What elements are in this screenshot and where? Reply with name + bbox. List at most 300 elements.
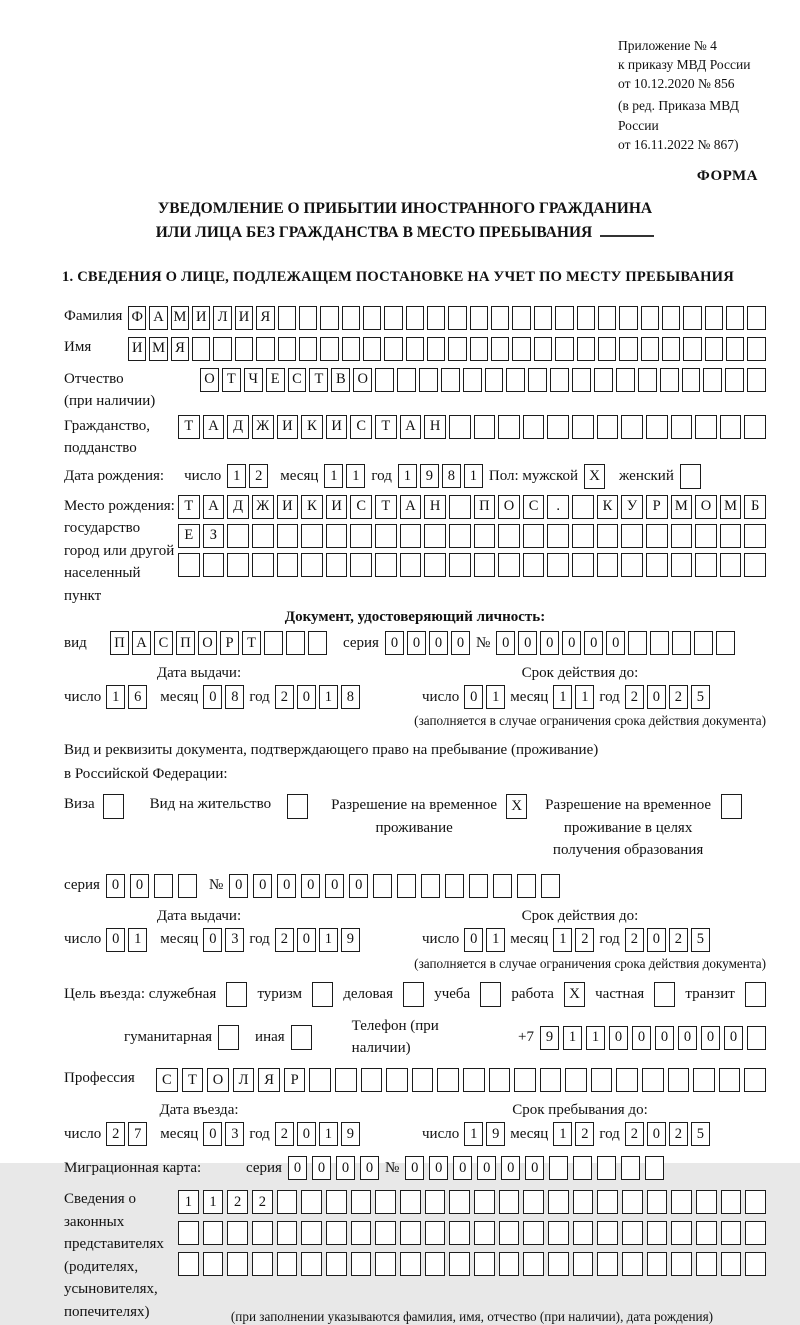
char-cell[interactable]: М (149, 337, 167, 361)
char-cell[interactable]: 0 (288, 1156, 307, 1180)
char-cell[interactable] (645, 1156, 664, 1180)
char-cell[interactable] (646, 553, 668, 577)
char-cell[interactable]: 0 (632, 1026, 651, 1050)
char-cell[interactable]: 2 (275, 685, 294, 709)
char-cell[interactable]: 1 (319, 685, 338, 709)
char-cell[interactable] (506, 368, 525, 392)
char-cell[interactable] (672, 631, 691, 655)
char-cell[interactable] (227, 1252, 248, 1276)
char-cell[interactable]: 1 (346, 464, 365, 488)
char-cell[interactable] (512, 337, 530, 361)
char-cell[interactable]: 0 (647, 685, 666, 709)
char-cell[interactable] (641, 337, 659, 361)
char-cell[interactable] (660, 368, 679, 392)
char-cell[interactable] (745, 1190, 766, 1214)
char-cell[interactable] (424, 553, 446, 577)
char-cell[interactable] (523, 1252, 544, 1276)
char-cell[interactable] (178, 874, 197, 898)
char-cell[interactable] (342, 337, 360, 361)
char-cell[interactable]: П (176, 631, 195, 655)
char-cell[interactable]: С (156, 1068, 178, 1092)
char-cell[interactable]: 0 (407, 631, 426, 655)
char-cell[interactable] (469, 874, 488, 898)
char-cell[interactable] (301, 553, 323, 577)
char-cell[interactable] (650, 631, 669, 655)
char-cell[interactable] (671, 1221, 692, 1245)
char-cell[interactable] (744, 1068, 766, 1092)
char-cell[interactable] (703, 368, 722, 392)
char-cell[interactable]: 2 (275, 1122, 294, 1146)
char-cell[interactable]: А (400, 495, 422, 519)
char-cell[interactable] (619, 337, 637, 361)
char-cell[interactable]: 0 (385, 631, 404, 655)
char-cell[interactable]: 3 (225, 1122, 244, 1146)
char-cell[interactable]: И (128, 337, 146, 361)
char-cell[interactable] (489, 1068, 511, 1092)
char-cell[interactable]: 0 (724, 1026, 743, 1050)
char-cell[interactable] (572, 415, 594, 439)
char-cell[interactable]: 1 (203, 1190, 224, 1214)
char-cell[interactable] (744, 415, 766, 439)
char-cell[interactable]: 2 (625, 1122, 644, 1146)
char-cell[interactable] (449, 1190, 470, 1214)
char-cell[interactable]: 1 (319, 1122, 338, 1146)
sex-female-checkbox[interactable] (680, 464, 701, 489)
char-cell[interactable]: 5 (691, 1122, 710, 1146)
char-cell[interactable] (646, 415, 668, 439)
char-cell[interactable]: 0 (609, 1026, 628, 1050)
char-cell[interactable]: З (203, 524, 225, 548)
char-cell[interactable]: 0 (647, 1122, 666, 1146)
char-cell[interactable]: Л (233, 1068, 255, 1092)
char-cell[interactable] (192, 337, 210, 361)
char-cell[interactable]: О (200, 368, 219, 392)
char-cell[interactable] (647, 1252, 668, 1276)
char-cell[interactable] (203, 1252, 224, 1276)
char-cell[interactable]: 0 (647, 928, 666, 952)
char-cell[interactable] (572, 368, 591, 392)
char-cell[interactable]: О (207, 1068, 229, 1092)
char-cell[interactable] (591, 1068, 613, 1092)
char-cell[interactable] (548, 1252, 569, 1276)
char-cell[interactable]: М (671, 495, 693, 519)
char-cell[interactable]: П (110, 631, 129, 655)
char-cell[interactable]: 2 (625, 685, 644, 709)
char-cell[interactable]: 0 (540, 631, 559, 655)
char-cell[interactable] (638, 368, 657, 392)
char-cell[interactable] (726, 306, 744, 330)
char-cell[interactable] (523, 415, 545, 439)
char-cell[interactable] (301, 524, 323, 548)
char-cell[interactable]: И (326, 415, 348, 439)
char-cell[interactable]: К (301, 495, 323, 519)
char-cell[interactable] (445, 874, 464, 898)
char-cell[interactable]: 2 (227, 1190, 248, 1214)
char-cell[interactable] (662, 306, 680, 330)
char-cell[interactable] (705, 306, 723, 330)
char-cell[interactable]: Т (222, 368, 241, 392)
char-cell[interactable]: 9 (341, 928, 360, 952)
char-cell[interactable]: Р (220, 631, 239, 655)
char-cell[interactable] (621, 524, 643, 548)
char-cell[interactable]: Т (242, 631, 261, 655)
char-cell[interactable]: Я (256, 306, 274, 330)
char-cell[interactable]: 1 (106, 685, 125, 709)
char-cell[interactable]: Б (744, 495, 766, 519)
char-cell[interactable]: 0 (464, 928, 483, 952)
char-cell[interactable]: Ж (252, 495, 274, 519)
char-cell[interactable]: 2 (625, 928, 644, 952)
char-cell[interactable] (616, 368, 635, 392)
char-cell[interactable] (572, 524, 594, 548)
char-cell[interactable]: 0 (253, 874, 272, 898)
char-cell[interactable] (548, 1221, 569, 1245)
char-cell[interactable] (683, 306, 701, 330)
char-cell[interactable] (745, 1252, 766, 1276)
char-cell[interactable] (326, 1221, 347, 1245)
char-cell[interactable] (619, 306, 637, 330)
char-cell[interactable] (647, 1190, 668, 1214)
char-cell[interactable] (534, 306, 552, 330)
char-cell[interactable] (696, 1252, 717, 1276)
char-cell[interactable]: Е (266, 368, 285, 392)
char-cell[interactable] (351, 1221, 372, 1245)
char-cell[interactable] (277, 524, 299, 548)
char-cell[interactable]: 9 (341, 1122, 360, 1146)
char-cell[interactable] (555, 337, 573, 361)
char-cell[interactable]: И (277, 495, 299, 519)
char-cell[interactable] (252, 553, 274, 577)
char-cell[interactable]: 0 (130, 874, 149, 898)
char-cell[interactable] (747, 337, 765, 361)
char-cell[interactable]: 3 (225, 928, 244, 952)
char-cell[interactable]: И (277, 415, 299, 439)
char-cell[interactable] (694, 631, 713, 655)
char-cell[interactable] (278, 337, 296, 361)
char-cell[interactable] (301, 1221, 322, 1245)
char-cell[interactable] (491, 306, 509, 330)
char-cell[interactable] (646, 524, 668, 548)
char-cell[interactable]: С (523, 495, 545, 519)
char-cell[interactable] (386, 1068, 408, 1092)
char-cell[interactable]: А (149, 306, 167, 330)
char-cell[interactable] (406, 306, 424, 330)
char-cell[interactable] (523, 553, 545, 577)
char-cell[interactable] (747, 1026, 766, 1050)
char-cell[interactable] (448, 306, 466, 330)
char-cell[interactable] (621, 1156, 640, 1180)
char-cell[interactable] (252, 524, 274, 548)
char-cell[interactable] (540, 1068, 562, 1092)
char-cell[interactable] (227, 524, 249, 548)
char-cell[interactable] (597, 524, 619, 548)
char-cell[interactable]: М (171, 306, 189, 330)
char-cell[interactable]: 0 (655, 1026, 674, 1050)
char-cell[interactable] (747, 306, 765, 330)
char-cell[interactable] (252, 1252, 273, 1276)
char-cell[interactable]: 5 (691, 685, 710, 709)
char-cell[interactable] (326, 524, 348, 548)
char-cell[interactable] (448, 337, 466, 361)
char-cell[interactable]: У (621, 495, 643, 519)
char-cell[interactable]: 8 (225, 685, 244, 709)
char-cell[interactable] (573, 1252, 594, 1276)
char-cell[interactable]: Т (178, 415, 200, 439)
char-cell[interactable]: Ф (128, 306, 146, 330)
char-cell[interactable]: 0 (297, 928, 316, 952)
char-cell[interactable] (256, 337, 274, 361)
char-cell[interactable]: 6 (128, 685, 147, 709)
char-cell[interactable]: 1 (128, 928, 147, 952)
char-cell[interactable]: 2 (669, 928, 688, 952)
char-cell[interactable] (350, 553, 372, 577)
char-cell[interactable] (449, 415, 471, 439)
purpose-study-checkbox[interactable] (480, 982, 501, 1007)
char-cell[interactable]: 0 (496, 631, 515, 655)
char-cell[interactable] (641, 306, 659, 330)
char-cell[interactable] (406, 337, 424, 361)
char-cell[interactable]: М (720, 495, 742, 519)
char-cell[interactable]: 1 (398, 464, 417, 488)
char-cell[interactable] (720, 415, 742, 439)
char-cell[interactable]: 0 (277, 874, 296, 898)
char-cell[interactable] (523, 524, 545, 548)
char-cell[interactable] (547, 553, 569, 577)
char-cell[interactable] (668, 1068, 690, 1092)
char-cell[interactable] (361, 1068, 383, 1092)
char-cell[interactable] (598, 306, 616, 330)
char-cell[interactable]: Ж (252, 415, 274, 439)
char-cell[interactable] (235, 337, 253, 361)
char-cell[interactable] (178, 1221, 199, 1245)
char-cell[interactable] (671, 553, 693, 577)
char-cell[interactable] (671, 524, 693, 548)
char-cell[interactable]: 0 (464, 685, 483, 709)
purpose-work-checkbox[interactable]: X (564, 982, 585, 1007)
char-cell[interactable] (514, 1068, 536, 1092)
char-cell[interactable] (400, 1221, 421, 1245)
char-cell[interactable] (424, 524, 446, 548)
char-cell[interactable]: 2 (575, 1122, 594, 1146)
char-cell[interactable]: 8 (442, 464, 461, 488)
char-cell[interactable] (616, 1068, 638, 1092)
char-cell[interactable] (621, 415, 643, 439)
char-cell[interactable]: И (326, 495, 348, 519)
char-cell[interactable] (721, 1252, 742, 1276)
char-cell[interactable] (178, 553, 200, 577)
char-cell[interactable]: Т (178, 495, 200, 519)
char-cell[interactable] (449, 1221, 470, 1245)
char-cell[interactable] (264, 631, 283, 655)
char-cell[interactable] (696, 1221, 717, 1245)
char-cell[interactable]: Д (227, 495, 249, 519)
char-cell[interactable]: 0 (429, 1156, 448, 1180)
char-cell[interactable]: К (301, 415, 323, 439)
char-cell[interactable] (594, 368, 613, 392)
char-cell[interactable] (373, 874, 392, 898)
char-cell[interactable] (400, 1252, 421, 1276)
char-cell[interactable] (671, 1190, 692, 1214)
char-cell[interactable] (400, 524, 422, 548)
char-cell[interactable] (350, 524, 372, 548)
char-cell[interactable]: Ч (244, 368, 263, 392)
char-cell[interactable]: А (203, 415, 225, 439)
char-cell[interactable]: И (235, 306, 253, 330)
char-cell[interactable] (534, 337, 552, 361)
char-cell[interactable]: 0 (106, 874, 125, 898)
char-cell[interactable] (425, 1221, 446, 1245)
char-cell[interactable]: 0 (325, 874, 344, 898)
purpose-other-checkbox[interactable] (291, 1025, 312, 1050)
char-cell[interactable]: 0 (297, 1122, 316, 1146)
char-cell[interactable]: 0 (606, 631, 625, 655)
sex-male-checkbox[interactable]: X (584, 464, 605, 489)
char-cell[interactable] (427, 306, 445, 330)
char-cell[interactable]: Л (213, 306, 231, 330)
char-cell[interactable] (695, 524, 717, 548)
char-cell[interactable]: 1 (227, 464, 246, 488)
char-cell[interactable]: 0 (203, 1122, 222, 1146)
char-cell[interactable] (628, 631, 647, 655)
char-cell[interactable] (425, 1190, 446, 1214)
char-cell[interactable] (463, 1068, 485, 1092)
char-cell[interactable] (498, 524, 520, 548)
char-cell[interactable] (499, 1252, 520, 1276)
char-cell[interactable] (548, 1190, 569, 1214)
char-cell[interactable] (203, 1221, 224, 1245)
char-cell[interactable] (326, 1252, 347, 1276)
char-cell[interactable] (227, 553, 249, 577)
char-cell[interactable]: 2 (252, 1190, 273, 1214)
char-cell[interactable]: 2 (249, 464, 268, 488)
char-cell[interactable]: Р (284, 1068, 306, 1092)
char-cell[interactable] (622, 1190, 643, 1214)
char-cell[interactable] (470, 337, 488, 361)
char-cell[interactable]: В (331, 368, 350, 392)
char-cell[interactable] (597, 1156, 616, 1180)
char-cell[interactable]: 1 (319, 928, 338, 952)
char-cell[interactable] (726, 337, 744, 361)
char-cell[interactable]: Я (258, 1068, 280, 1092)
char-cell[interactable] (647, 1221, 668, 1245)
char-cell[interactable] (277, 1190, 298, 1214)
char-cell[interactable] (449, 524, 471, 548)
char-cell[interactable]: 2 (106, 1122, 125, 1146)
purpose-business-checkbox[interactable] (403, 982, 424, 1007)
char-cell[interactable] (419, 368, 438, 392)
char-cell[interactable]: Т (375, 495, 397, 519)
char-cell[interactable] (375, 1252, 396, 1276)
char-cell[interactable] (421, 874, 440, 898)
char-cell[interactable] (577, 337, 595, 361)
char-cell[interactable] (622, 1252, 643, 1276)
char-cell[interactable] (278, 306, 296, 330)
char-cell[interactable]: С (350, 495, 372, 519)
char-cell[interactable]: 1 (486, 685, 505, 709)
char-cell[interactable] (449, 553, 471, 577)
char-cell[interactable] (683, 337, 701, 361)
char-cell[interactable] (705, 337, 723, 361)
char-cell[interactable] (720, 524, 742, 548)
char-cell[interactable] (523, 1190, 544, 1214)
char-cell[interactable] (719, 1068, 741, 1092)
char-cell[interactable]: 9 (540, 1026, 559, 1050)
char-cell[interactable] (549, 1156, 568, 1180)
char-cell[interactable] (547, 524, 569, 548)
char-cell[interactable] (326, 1190, 347, 1214)
char-cell[interactable] (375, 553, 397, 577)
char-cell[interactable]: 0 (203, 685, 222, 709)
char-cell[interactable]: 2 (575, 928, 594, 952)
char-cell[interactable]: 1 (553, 928, 572, 952)
char-cell[interactable]: 0 (203, 928, 222, 952)
visa-checkbox[interactable] (103, 794, 124, 819)
char-cell[interactable] (178, 1252, 199, 1276)
purpose-official-checkbox[interactable] (226, 982, 247, 1007)
char-cell[interactable]: 1 (464, 1122, 483, 1146)
char-cell[interactable] (400, 553, 422, 577)
char-cell[interactable]: 1 (553, 1122, 572, 1146)
char-cell[interactable]: 0 (301, 874, 320, 898)
char-cell[interactable]: 1 (178, 1190, 199, 1214)
char-cell[interactable]: С (350, 415, 372, 439)
char-cell[interactable] (745, 1221, 766, 1245)
char-cell[interactable] (565, 1068, 587, 1092)
char-cell[interactable] (384, 306, 402, 330)
char-cell[interactable] (299, 337, 317, 361)
char-cell[interactable] (203, 553, 225, 577)
char-cell[interactable]: А (132, 631, 151, 655)
char-cell[interactable] (498, 415, 520, 439)
char-cell[interactable] (154, 874, 173, 898)
char-cell[interactable] (474, 553, 496, 577)
char-cell[interactable]: Н (424, 495, 446, 519)
char-cell[interactable]: 0 (562, 631, 581, 655)
char-cell[interactable] (309, 1068, 331, 1092)
char-cell[interactable] (384, 337, 402, 361)
char-cell[interactable] (598, 337, 616, 361)
char-cell[interactable] (720, 553, 742, 577)
char-cell[interactable]: А (400, 415, 422, 439)
char-cell[interactable] (301, 1252, 322, 1276)
char-cell[interactable]: 0 (701, 1026, 720, 1050)
purpose-transit-checkbox[interactable] (745, 982, 766, 1007)
char-cell[interactable] (449, 495, 471, 519)
char-cell[interactable] (597, 1190, 618, 1214)
char-cell[interactable]: О (198, 631, 217, 655)
char-cell[interactable]: 2 (669, 1122, 688, 1146)
char-cell[interactable]: Е (178, 524, 200, 548)
char-cell[interactable] (397, 368, 416, 392)
char-cell[interactable] (517, 874, 536, 898)
char-cell[interactable] (320, 306, 338, 330)
char-cell[interactable]: 1 (563, 1026, 582, 1050)
char-cell[interactable]: 5 (691, 928, 710, 952)
purpose-humanitarian-checkbox[interactable] (218, 1025, 239, 1050)
char-cell[interactable] (474, 415, 496, 439)
char-cell[interactable] (227, 1221, 248, 1245)
char-cell[interactable]: 1 (575, 685, 594, 709)
char-cell[interactable] (286, 631, 305, 655)
char-cell[interactable] (597, 553, 619, 577)
char-cell[interactable]: 2 (669, 685, 688, 709)
char-cell[interactable]: 0 (336, 1156, 355, 1180)
char-cell[interactable]: Я (171, 337, 189, 361)
char-cell[interactable] (375, 368, 394, 392)
purpose-private-checkbox[interactable] (654, 982, 675, 1007)
char-cell[interactable] (572, 495, 594, 519)
char-cell[interactable] (555, 306, 573, 330)
